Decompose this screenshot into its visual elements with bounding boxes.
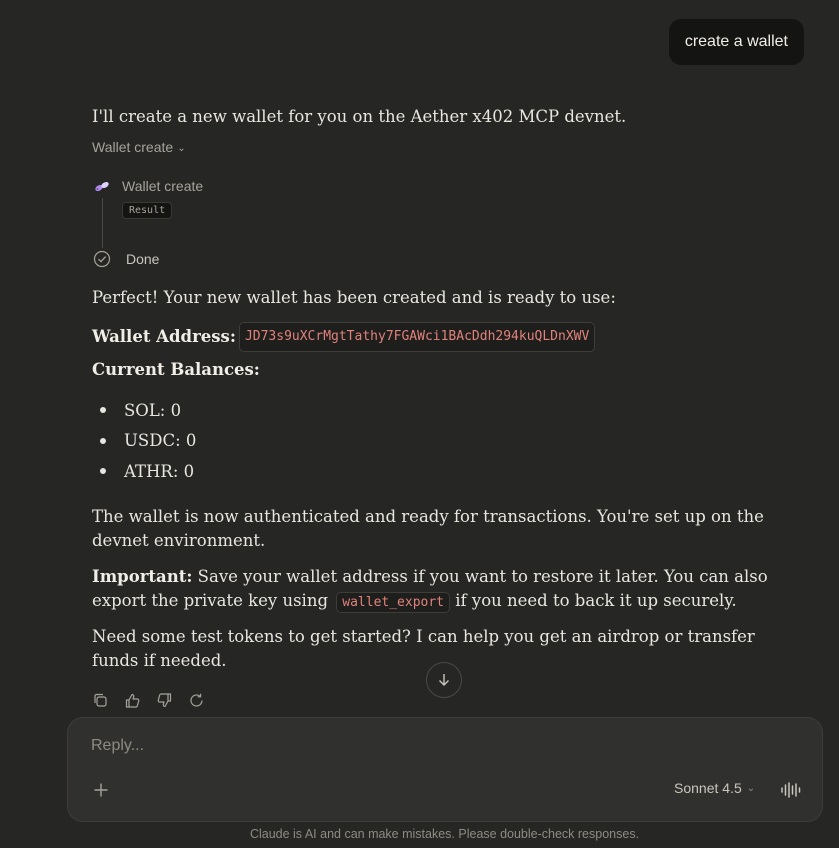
disclaimer-text: Claude is AI and can make mistakes. Please double-check responses. xyxy=(249,827,640,841)
auth-text: The wallet is now authenticated and ready for transactions. You're set up on the devnet environment. xyxy=(92,507,764,550)
wallet-address-line xyxy=(92,322,772,352)
balances-list xyxy=(100,395,196,487)
wallet-address-code: JD73s9uXCrMgtTathy7FGAWci1BAcDdh294kuQLDnXWV xyxy=(239,322,595,352)
bullet-dot xyxy=(100,438,106,444)
thumbs-down-icon[interactable] xyxy=(154,690,174,710)
tool-call-row[interactable] xyxy=(92,176,203,196)
important-label: Important: xyxy=(92,567,193,586)
list-item xyxy=(100,426,196,457)
tool-timeline-line xyxy=(102,198,103,248)
chevron-down-icon: ⌄ xyxy=(746,782,756,794)
assistant-intro: I'll create a new wallet for you on the Aether x402 MCP devnet. xyxy=(92,107,627,126)
important-text-1: Save your wallet address if you want to restore it later. You can also export the private key using xyxy=(92,567,768,610)
retry-icon[interactable] xyxy=(186,690,206,710)
need-tokens-text: Need some test tokens to get started? I can help you get an airdrop or transfer funds if needed. xyxy=(92,627,755,670)
tool-done-row xyxy=(92,249,159,269)
check-circle-icon xyxy=(92,249,112,269)
important-text xyxy=(92,565,772,615)
chevron-down-icon: ⌄ xyxy=(177,142,186,154)
balance-usdc: USDC: 0 xyxy=(124,431,197,451)
arrow-down-icon xyxy=(436,672,452,688)
result-badge[interactable]: Result xyxy=(122,202,172,219)
copy-icon[interactable] xyxy=(90,690,110,710)
wallet-address-label: Wallet Address: xyxy=(92,327,236,346)
plus-icon[interactable] xyxy=(90,779,112,801)
model-name: Sonnet 4.5 xyxy=(674,780,742,796)
user-message-text: create a wallet xyxy=(684,33,788,50)
user-message-bubble xyxy=(669,19,804,65)
reply-input[interactable] xyxy=(89,736,693,756)
scroll-to-bottom-button[interactable] xyxy=(426,662,462,698)
tool-call-name: Wallet create xyxy=(122,178,204,194)
message-actions xyxy=(90,690,206,710)
balances-title xyxy=(92,358,772,382)
bullet-dot xyxy=(100,407,106,413)
balances-title-text: Current Balances: xyxy=(92,360,260,379)
bullet-dot xyxy=(100,468,106,474)
voice-waveform-icon[interactable] xyxy=(779,778,803,802)
perfect-text: Perfect! Your new wallet has been created and is ready to use: xyxy=(92,288,616,307)
disclaimer xyxy=(0,827,839,841)
list-item xyxy=(100,456,196,487)
balance-athr: ATHR: 0 xyxy=(124,461,195,481)
thumbs-up-icon[interactable] xyxy=(122,690,142,710)
tool-done-label: Done xyxy=(126,251,160,267)
tool-call-toggle[interactable] xyxy=(92,139,186,155)
important-text-2: if you need to back it up securely. xyxy=(450,591,737,610)
list-item xyxy=(100,395,196,426)
balance-sol: SOL: 0 xyxy=(124,400,182,420)
reply-composer xyxy=(67,717,823,822)
wallet-export-code: wallet_export xyxy=(336,592,450,613)
tool-toggle-label: Wallet create xyxy=(92,139,174,155)
wallet-tool-icon xyxy=(92,176,112,196)
model-selector[interactable] xyxy=(674,780,755,796)
